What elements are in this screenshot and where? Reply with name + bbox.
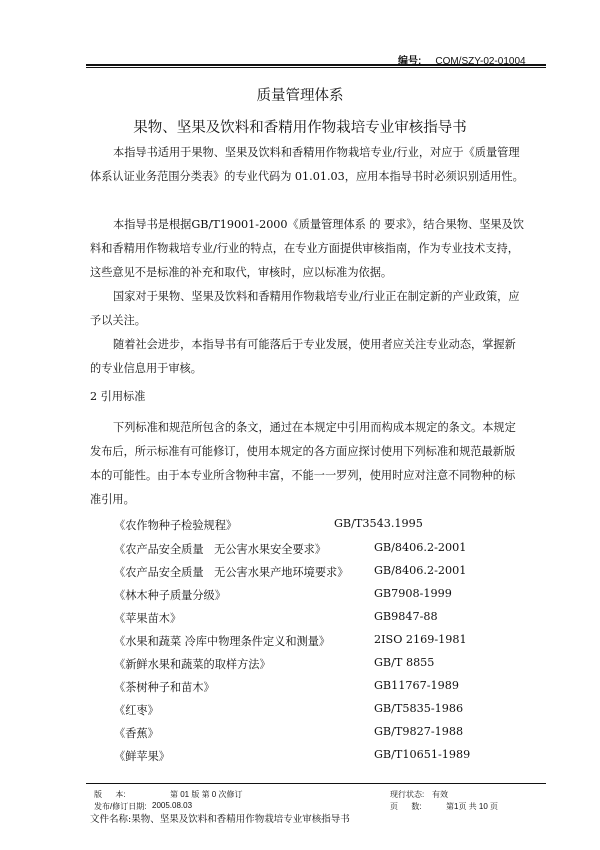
pages-label: 页 数:	[390, 802, 422, 811]
status-label: 现行状态:	[390, 790, 425, 799]
document-number-value: CQM/SZY-02-01004	[435, 56, 526, 67]
standard-name: 《鲜苹果》	[114, 750, 170, 763]
header-rule-thin	[86, 67, 546, 68]
date-value: 2005.08.03	[152, 801, 193, 810]
standard-row	[114, 679, 534, 699]
standard-name: 《苹果苗木》	[114, 612, 182, 625]
status-value: 有效	[432, 790, 448, 799]
standard-name: 《水果和蔬菜 冷库中物理条件定义和测量》	[114, 635, 331, 648]
file-name	[90, 811, 350, 825]
date-label: 发布/修订日期:	[94, 802, 147, 811]
standard-name: 《农产品安全质量 无公害水果产地环境要求》	[114, 566, 349, 579]
standard-row	[114, 541, 534, 561]
version-label: 版 本:	[94, 790, 126, 799]
pages-value: 第1页 共 10 页	[446, 802, 499, 811]
standard-code: GB/T5835-1986	[374, 702, 464, 715]
standard-code: GB11767-1989	[374, 679, 459, 692]
standard-name: 《农产品安全质量 无公害水果安全要求》	[114, 543, 327, 556]
standard-row	[114, 656, 534, 676]
standard-code: GB7908-1999	[374, 587, 452, 600]
header-rule-thick	[86, 64, 546, 66]
standard-code: GB/T 8855	[374, 656, 435, 669]
standard-row	[114, 633, 534, 653]
standard-code: GB/8406.2-2001	[374, 541, 467, 554]
standard-code: GB/T9827-1988	[374, 725, 464, 738]
page-subtitle: 果物、坚果及饮料和香精用作物栽培专业审核指导书	[133, 120, 467, 136]
standard-row	[114, 725, 534, 745]
standard-name: 《香蕉》	[114, 727, 159, 740]
standard-code: GB/8406.2-2001	[374, 564, 467, 577]
file-name-value: 果物、坚果及饮料和香精用作物栽培专业审核指导书	[131, 814, 350, 825]
standard-name: 《农作物种子检验规程》	[114, 519, 238, 532]
standard-code: GB/T10651-1989	[374, 748, 471, 761]
document-number-label: 编号:	[398, 56, 422, 67]
standard-code: GB/T3543.1995	[334, 517, 423, 530]
page-title: 质量管理体系	[256, 88, 344, 104]
standard-row	[114, 587, 534, 607]
standard-name: 《新鲜水果和蔬菜的取样方法》	[114, 658, 271, 671]
paragraph-scope: 本指导书适用于果物、坚果及饮料和香精用作物栽培专业/行业，对应于《质量管理体系认证业务范围分类表》的专业代码为 01.01.03，应用本指导书时必须识别适用性。	[90, 146, 524, 183]
standard-row	[114, 748, 534, 768]
standard-code: 2ISO 2169-1981	[374, 633, 467, 646]
standard-name: 《林木种子质量分级》	[114, 589, 226, 602]
paragraph-progress: 随着社会进步，本指导书有可能落后于专业发展，使用者应关注专业动态，掌握新的专业信息用于审核。	[90, 338, 516, 375]
paragraph-policy: 国家对于果物、坚果及饮料和香精用作物栽培专业/行业正在制定新的产业政策，应予以关注。	[90, 290, 520, 327]
standard-name: 《红枣》	[114, 704, 159, 717]
version-value: 第 01 版 第 0 次修订	[170, 790, 243, 799]
standard-code: GB9847-88	[374, 610, 438, 623]
file-name-label: 文件名称:	[90, 814, 132, 825]
standard-name: 《茶树种子和苗木》	[114, 681, 215, 694]
standard-row	[114, 702, 534, 722]
paragraph-basis: 本指导书是根据GB/T19001-2000《质量管理体系 的 要求》，结合果物、坚果及饮料和香精用作物栽培专业/行业的特点，在专业方面提供审核指南，作为专业技术支持，这些意见不是标准的补充和取代，审核时，应以标准为依据。	[90, 218, 524, 279]
section-heading: 2 引用标准	[90, 390, 146, 403]
standard-row	[114, 564, 534, 584]
footer-rule	[86, 783, 546, 784]
standard-row	[114, 517, 534, 537]
paragraph-standards-intro: 下列标准和规范所包含的条文，通过在本规定中引用而构成本规定的条文。本规定发布后，所示标准有可能修订，使用本规定的各方面应探讨使用下列标准和规范最新版本的可能性。由于本专业所含物种丰富，不能一一罗列，使用时应对注意不同物种的标准引用。	[90, 421, 516, 506]
standard-row	[114, 610, 534, 630]
